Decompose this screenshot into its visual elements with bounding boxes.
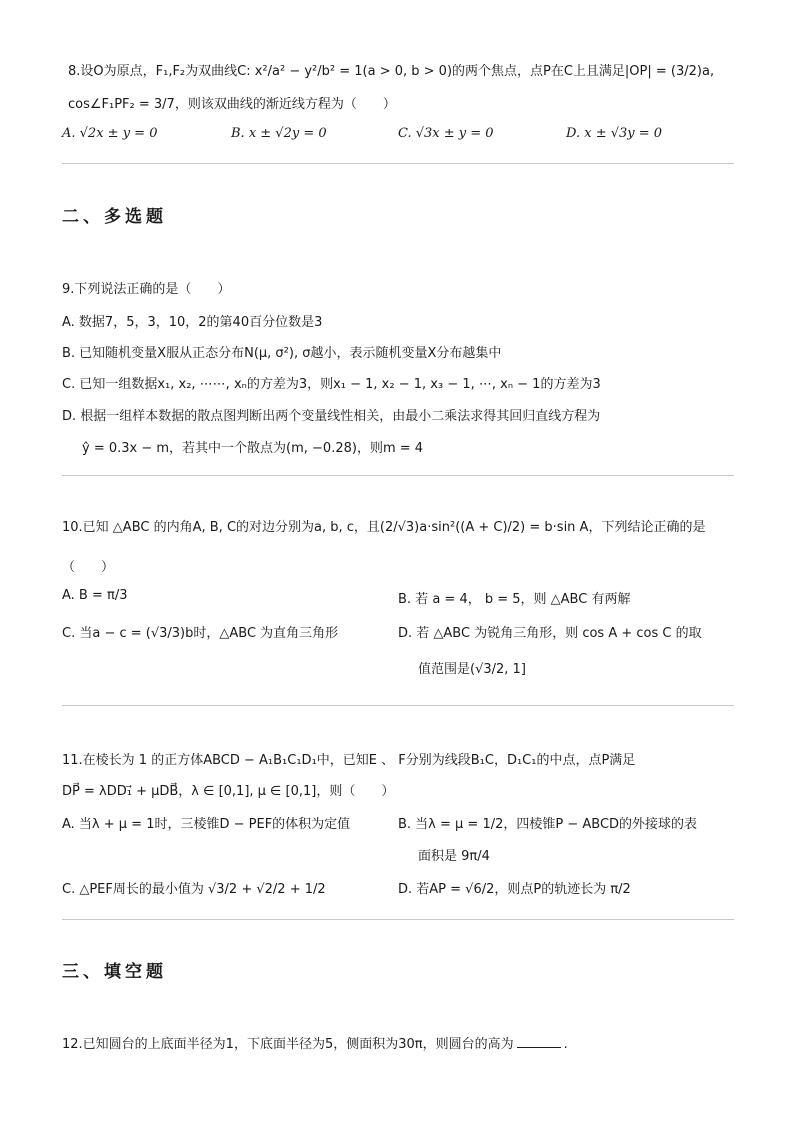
q8-option-a: A. √2x ± y = 0: [62, 126, 158, 141]
q9-option-d-line2: ŷ = 0.3x − m，若其中一个散点为(m, −0.28)，则m = 4: [82, 441, 424, 456]
q10-option-a: A. B = π/3: [62, 588, 128, 603]
q11-option-d: D. 若AP = √6/2，则点P的轨迹长为 π/2: [398, 882, 631, 897]
q11-option-b-line2: 面积是 9π/4: [418, 849, 490, 864]
q8-option-b: B. x ± √2y = 0: [231, 126, 327, 141]
q9-option-d-line1: D. 根据一组样本数据的散点图判断出两个变量线性相关，由最小二乘法求得其回归直线方程为: [62, 409, 601, 424]
q9-option-a: A. 数据7，5，3，10，2的第40百分位数是3: [62, 315, 323, 330]
q10-option-c: C. 当a − c = (√3/3)b时，△ABC 为直角三角形: [62, 626, 339, 641]
q11-option-a: A. 当λ + μ = 1时，三棱锥D − PEF的体积为定值: [62, 817, 351, 832]
q9-stem: 9.下列说法正确的是（ ）: [62, 282, 231, 297]
q10-option-d-line2: 值范围是(√3/2, 1]: [418, 662, 526, 677]
q11-option-b-line1: B. 当λ = μ = 1/2，四棱锥P − ABCD的外接球的表: [398, 817, 698, 832]
q10-stem-line2: （ ）: [62, 560, 115, 575]
q8-stem-line1: 8.设O为原点，F₁,F₂为双曲线C: x²/a² − y²/b² = 1(a > 0, b > 0)的两个焦点，点P在C上且满足|OP| = (3/2)a,: [68, 64, 715, 79]
q12-stem-line: [62, 1033, 568, 1052]
q8-option-c: C. √3x ± y = 0: [398, 126, 494, 141]
q11-stem-line1: 11.在棱长为 1 的正方体ABCD − A₁B₁C₁D₁中，已知E 、 F分别为线段B₁C，D₁C₁的中点，点P满足: [62, 753, 636, 768]
q9-option-b: B. 已知随机变量X服从正态分布N(μ, σ²), σ越小，表示随机变量X分布越集中: [62, 346, 502, 361]
q9-option-c: C. 已知一组数据x₁, x₂, ⋯⋯, xₙ的方差为3，则x₁ − 1, x₂ − 1, x₃ − 1, ⋯, xₙ − 1的方差为3: [62, 377, 601, 392]
q12-tail: .: [563, 1037, 568, 1052]
q8-option-d: D. x ± √3y = 0: [566, 126, 663, 141]
q11-stem-line2: DP⃗ = λDD₁⃗ + μDB⃗，λ ∈ [0,1], μ ∈ [0,1]，则（ ）: [62, 784, 395, 799]
divider: [62, 705, 734, 706]
divider: [62, 919, 734, 920]
q10-option-d-line1: D. 若 △ABC 为锐角三角形，则 cos A + cos C 的取: [398, 626, 702, 641]
q10-stem-line1: 10.已知 △ABC 的内角A, B, C的对边分别为a, b, c，且(2/√3)a·sin²((A + C)/2) = b·sin A，下列结论正确的是: [62, 520, 706, 535]
q12-stem: 12.已知圆台的上底面半径为1，下底面半径为5，侧面积为30π，则圆台的高为: [62, 1037, 514, 1052]
q10-option-b: B. 若 a = 4， b = 5，则 △ABC 有两解: [398, 592, 631, 607]
q8-stem-line2: cos∠F₁PF₂ = 3/7，则该双曲线的渐近线方程为（ ）: [68, 97, 396, 112]
divider: [62, 163, 734, 164]
section-title-multiple-choice: 二、多选题: [62, 207, 167, 227]
divider: [62, 475, 734, 476]
answer-blank[interactable]: [517, 1047, 561, 1048]
section-title-fill-in-blank: 三、填空题: [62, 962, 167, 982]
q11-option-c: C. △PEF周长的最小值为 √3/2 + √2/2 + 1/2: [62, 882, 326, 897]
